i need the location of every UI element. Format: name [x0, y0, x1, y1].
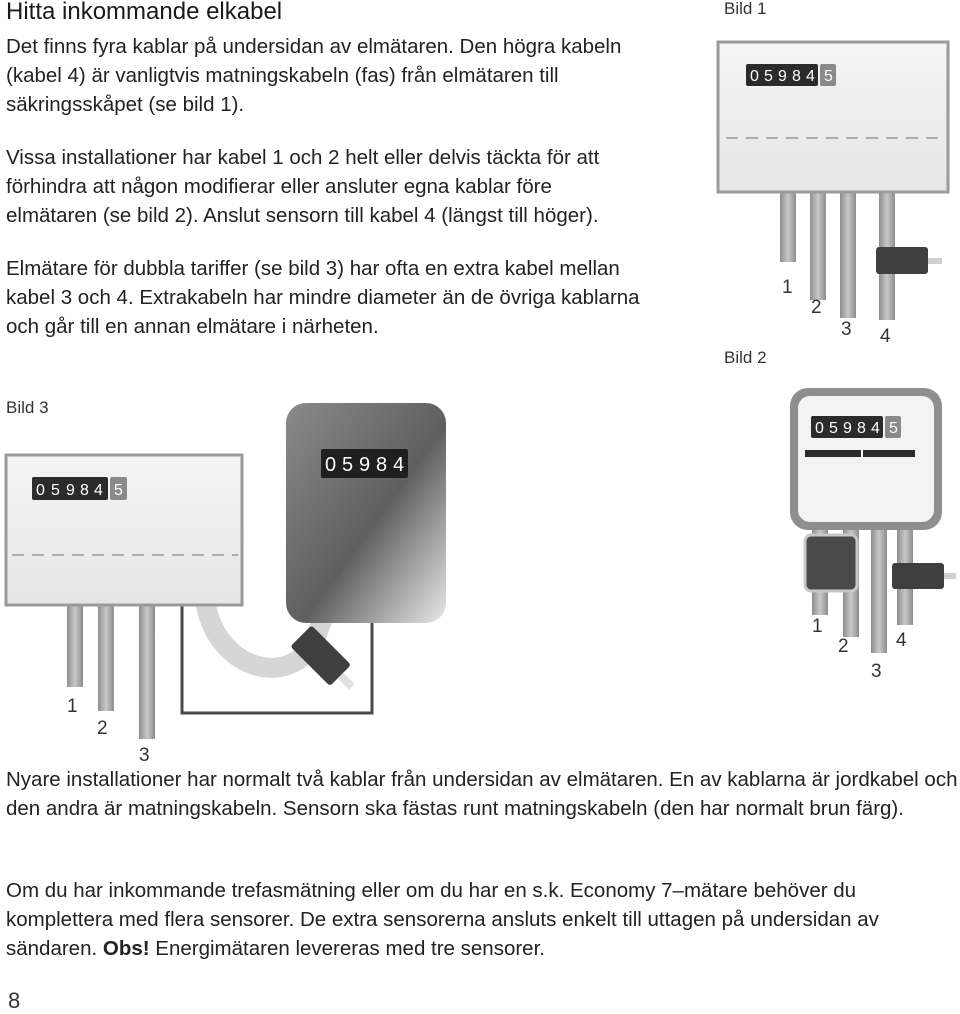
bild1-cable-label: 3: [841, 319, 852, 340]
paragraph-5-end: Energimätaren levereras med tre sensorer.: [155, 937, 545, 960]
bild2-cable-label: 2: [838, 636, 849, 657]
bild3-second-meter-body: [286, 403, 446, 623]
bild1-digit: 5: [764, 68, 773, 85]
paragraph-5-text: Om du har inkommande trefasmätning eller om du har en s.k. Economy 7–mätare behöver du komplettera med flera sensorer. De extra sensorerna ansluts enkelt till uttagen på undersidan av sändaren.: [6, 879, 879, 960]
bild1-digit: 8: [792, 68, 801, 85]
bild3-second-digit: 5: [342, 454, 354, 476]
bild2-cable-label: 3: [871, 661, 882, 682]
bild1-digit-last: 5: [824, 68, 833, 85]
bild3-digit: 4: [94, 482, 103, 499]
bild2-digit: 4: [871, 420, 880, 437]
bild3-digit: 9: [66, 482, 75, 499]
paragraph-2: Vissa installationer har kabel 1 och 2 helt eller delvis täckta för att förhindra att någon modifierar eller ansluter egna kablar före elmätaren (se bild 2). Anslut sensorn till kabel 4 (längst till höger).: [6, 146, 600, 227]
bild3-digit: 8: [80, 482, 89, 499]
paragraph-1: Det finns fyra kablar på undersidan av elmätaren. Den högra kabeln (kabel 4) är vanligtvis matningskabeln (fas) från elmätaren till säkringsskåpet (se bild 1).: [6, 35, 622, 116]
bild3-second-digit: 8: [376, 454, 388, 476]
bild3-second-digit: 0: [325, 454, 337, 476]
bild2-digit: 5: [829, 420, 838, 437]
bild1-cable-label: 4: [880, 326, 891, 347]
bild2-digit: 0: [815, 420, 824, 437]
page-title: Hitta inkommande elkabel: [6, 0, 283, 25]
bild1-digit: 4: [806, 68, 815, 85]
bild3-digit: 5: [51, 482, 60, 499]
bild2-cable-label: 1: [812, 616, 823, 637]
bild2-cable-label: 4: [896, 630, 907, 651]
bild2-digit: 9: [843, 420, 852, 437]
bild1-digit: 0: [750, 68, 759, 85]
caption-bild-3: Bild 3: [6, 398, 49, 417]
bild3-digit-last: 5: [114, 482, 123, 499]
bild2-digit: 8: [857, 420, 866, 437]
bild3-second-digit: 9: [359, 454, 371, 476]
page-number: 8: [8, 988, 21, 1013]
bild2-digit-last: 5: [889, 420, 898, 437]
bild1-cable-label: 2: [811, 297, 822, 318]
bild3-digit: 0: [36, 482, 45, 499]
paragraph-4: Nyare installationer har normalt två kablar från undersidan av elmätaren. En av kablarna är jordkabel och den andra är matningskabeln. Sensorn ska fästas runt matningskabeln (den har normalt brun färg).: [6, 768, 958, 820]
note-label: Obs!: [102, 937, 150, 960]
bild3-cable-label: 1: [67, 696, 78, 717]
paragraph-3: Elmätare för dubbla tariffer (se bild 3) har ofta en extra kabel mellan kabel 3 och 4. Extrakabeln har mindre diameter än de övriga kablarna och går till en annan elmätare i närheten.: [6, 257, 640, 338]
bild3-cables: [67, 605, 155, 739]
bild1-digit: 9: [778, 68, 787, 85]
bild3-cable-label: 2: [97, 718, 108, 739]
caption-bild-1: Bild 1: [724, 0, 767, 18]
caption-bild-2: Bild 2: [724, 348, 767, 367]
bild1-cable-label: 1: [782, 277, 793, 298]
bild3-second-digit: 4: [393, 454, 405, 476]
bild3-cable-label: 3: [139, 745, 150, 766]
